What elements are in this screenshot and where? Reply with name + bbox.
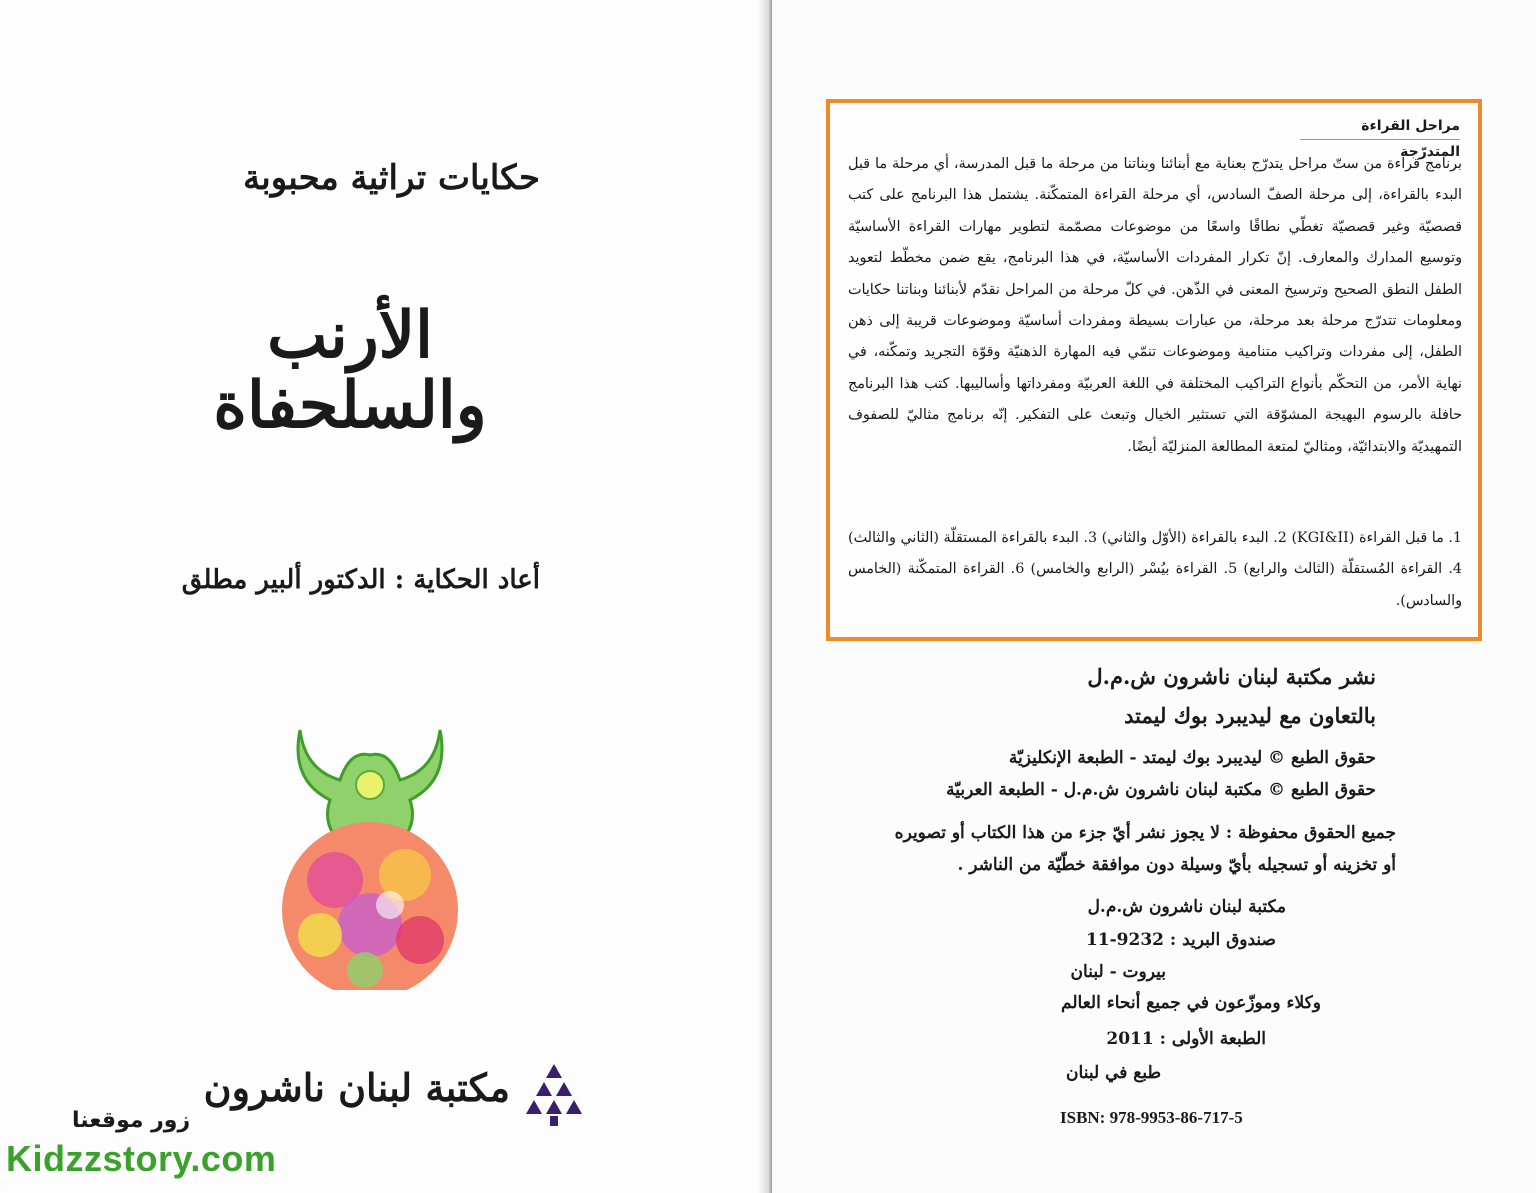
- box-paragraph: برنامج قراءة من ستّ مراحل يتدرّج بعناية مع أبنائنا وبناتنا من مرحلة ما قبل المدرسة، أي مرحلة ما قبل البدء بالقراءة، إلى مرحلة الصفّ السادس، أي مرحلة القراءة المتمكّنة. يشتمل هذا البرنامج على كتب قصصيّة وغير قصصيّة تغطّي نطاقًا واسعًا من موضوعات مصمّمة لتطوير مهارات القراءة الأساسيّة وتوسيع المدارك والمعارف. إنّ تكرار المفردات الأساسيّة، في هذا البرنامج، يقع ضمن مخطّط لتعويد الطفل النطق الصحيح وترسيخ المعنى في الذّهن. في كلّ مرحلة من المراحل نقدّم لأبنائنا وبناتنا حكايات ومعلومات تتدرّج مرحلة بعد مرحلة، من عبارات بسيطة ومفردات أساسيّة وموضوعات قريبة إلى ذهن الطفل، إلى مفردات وتراكيب متنامية وموضوعات تنمّي فيه المهارة الذهنيّة وقوّة التجريد وتمكّنه، في نهاية الأمر، من التحكّم بأنواع التراكيب المختلفة في اللغة العربيّة ومفرداتها وأساليبها. كتب هذا البرنامج حافلة بالرسوم البهيجة المشوّقة التي تستثير الخيال وتبعث على التفكير. إنّه برنامج مثاليّ للصفوف التمهيديّة والابتدائيّة، ومثاليّ لمتعة المطالعة المنزليّة أيضًا.: [848, 156, 1462, 455]
- isbn-number: ISBN: 978-9953-86-717-5: [1060, 1108, 1243, 1127]
- watermark-url[interactable]: Kidzzstory.com: [6, 1138, 277, 1179]
- publisher-name: مكتبة لبنان ناشرون: [203, 1065, 510, 1110]
- box-heading: مراحل القراءة المتدرّجة: [1300, 113, 1460, 140]
- rights-reserved-line2: أو تخزينه أو تسجيله بأيّ وسيلة دون موافقة خطّيّة من الناشر .: [957, 855, 1396, 875]
- decorative-illustration: [260, 710, 480, 990]
- series-title: حكايات تراثية محبوبة: [243, 158, 540, 198]
- printed-in-line: طبع في لبنان: [1066, 1063, 1161, 1083]
- city-line: بيروت - لبنان: [1070, 962, 1166, 982]
- author-credit: أعاد الحكاية : الدكتور ألبير مطلق: [181, 565, 540, 595]
- copyright-arabic-line: حقوق الطبع © مكتبة لبنان ناشرون ش.م.ل - الطبعة العربيّة: [946, 780, 1376, 800]
- publisher-address-name: مكتبة لبنان ناشرون ش.م.ل: [1087, 897, 1286, 917]
- watermark-visit-text: زور موقعنا: [72, 1108, 191, 1133]
- box-stage-list: 1. ما قبل القراءة (KGI&II) 2. البدء بالقراءة (الأوّل والثاني) 3. البدء بالقراءة المستقلّة (الثاني والثالث) 4. القراءة المُستقلّة (الثالث والرابع) 5. القراءة بيُسْر (الرابع والخامس) 6. القراءة المتمكّنة (الخامس والسادس).: [848, 530, 1462, 609]
- distributors-line: وكلاء وموزّعون في جميع أنحاء العالم: [1061, 993, 1321, 1013]
- publisher-logo-icon: [524, 1062, 584, 1128]
- cooperation-line: بالتعاون مع ليديبرد بوك ليمتد: [1124, 703, 1376, 728]
- published-by-line: نشر مكتبة لبنان ناشرون ش.م.ل: [1087, 664, 1376, 689]
- book-title-line2: والسلحفاة: [213, 368, 487, 443]
- copyright-english-line: حقوق الطبع © ليديبرد بوك ليمتد - الطبعة الإنكليزيّة: [1008, 748, 1376, 768]
- edition-line: الطبعة الأولى : 2011: [1106, 1029, 1266, 1049]
- reading-stages-box: [826, 99, 1482, 641]
- po-box-line: صندوق البريد : 9232-11: [1085, 930, 1276, 950]
- book-title-line1: الأرنب: [267, 298, 433, 373]
- rights-reserved-line1: جميع الحقوق محفوظة : لا يجوز نشر أيّ جزء من هذا الكتاب أو تصويره: [894, 823, 1396, 843]
